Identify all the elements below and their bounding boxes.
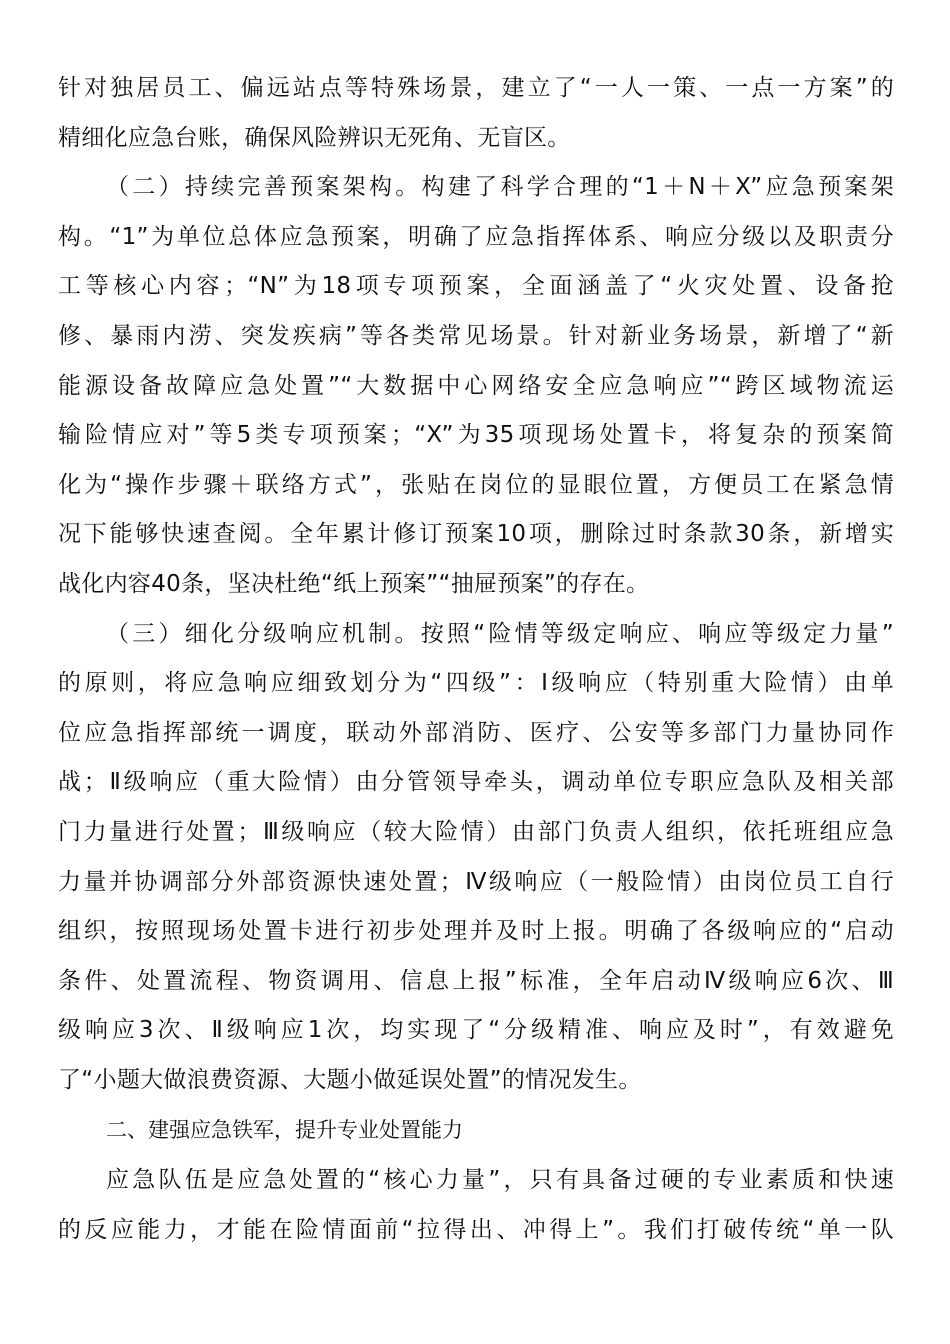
text-line: 精细化应急台账，确保风险辨识无死角、无盲区。 [58,124,571,151]
text-line: （二）持续完善预案架构。构建了科学合理的“1＋N＋X”应急预案架 [106,174,894,201]
paragraph-graded-response [58,610,894,1106]
text-line: 力量并协调部分外部资源快速处置；Ⅳ级响应（一般险情）由岗位员工自行 [58,868,894,895]
text-line: 条件、处置流程、物资调用、信息上报”标准，全年启动Ⅳ级响应6次、Ⅲ [58,967,894,994]
text-line: 门力量进行处置；Ⅲ级响应（较大险情）由部门负责人组织，依托班组应急 [58,818,894,845]
text-line: 组织，按照现场处置卡进行初步处理并及时上报。明确了各级响应的“启动 [58,918,894,945]
paragraph-plan-framework [58,163,894,609]
text-line: 的反应能力，才能在险情面前“拉得出、冲得上”。我们打破传统“单一队 [58,1217,894,1244]
text-line: 了“小题大做浪费资源、大题小做延误处置”的情况发生。 [58,1066,642,1093]
paragraph-special-scenarios [58,64,894,163]
text-line: 输险情应对”等5类专项预案；“X”为35项现场处置卡，将复杂的预案简 [58,422,894,449]
section-heading-text: 二、建强应急铁军，提升专业处置能力 [106,1118,463,1143]
text-line: 位应急指挥部统一调度，联动外部消防、医疗、公安等多部门力量协同作 [58,719,894,746]
text-line: 能源设备故障应急处置”“大数据中心网络安全应急响应”“跨区域物流运 [58,372,894,399]
text-line: 况下能够快速查阅。全年累计修订预案10项，删除过时条款30条，新增实 [58,521,894,548]
text-line: 化为“操作步骤＋联络方式”，张贴在岗位的显眼位置，方便员工在紧急情 [58,471,894,498]
document-body [58,64,894,1256]
text-line: 级响应3次、Ⅱ级响应1次，均实现了“分级精准、响应及时”，有效避免 [58,1017,894,1044]
text-line: 战；Ⅱ级响应（重大险情）由分管领导牵头，调动单位专职应急队及相关部 [58,769,894,796]
text-line: 战化内容40条，坚决杜绝“纸上预案”“抽屉预案”的存在。 [58,570,650,597]
text-line: （三）细化分级响应机制。按照“险情等级定响应、响应等级定力量” [106,620,894,647]
text-line: 的原则，将应急响应细致划分为“四级”：Ⅰ级响应（特别重大险情）由单 [58,670,894,697]
text-line: 修、暴雨内涝、突发疾病”等各类常见场景。针对新业务场景，新增了“新 [58,322,894,349]
text-line: 构。“1”为单位总体应急预案，明确了应急指挥体系、响应分级以及职责分 [58,223,894,250]
text-line: 针对独居员工、偏远站点等特殊场景，建立了“一人一策、一点一方案”的 [58,75,894,101]
text-line: 应急队伍是应急处置的“核心力量”，只有具备过硬的专业素质和快速 [106,1167,894,1194]
section-heading [58,1105,894,1156]
text-line: 工等核心内容；“N”为18项专项预案，全面涵盖了“火灾处置、设备抢 [58,273,894,300]
paragraph-emergency-team [58,1156,894,1255]
